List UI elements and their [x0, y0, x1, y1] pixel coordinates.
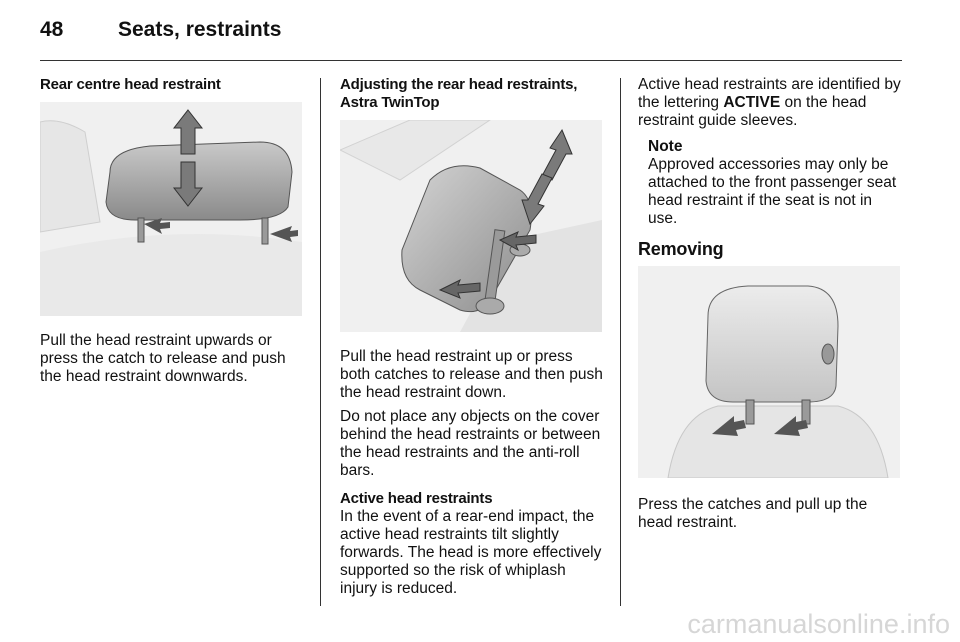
warning-text: Do not place any objects on the cover behind the head restraints or between the head restraints and the anti-roll bars.: [340, 408, 601, 479]
header-rule: [40, 60, 902, 61]
instruction-text: Pull the head restraint up or press both catches to release and then push the head restraint down.: [340, 348, 603, 401]
column-3: [638, 76, 902, 532]
active-label: ACTIVE: [723, 94, 781, 111]
page-number: 48: [40, 18, 64, 41]
note-block: [648, 138, 902, 228]
page-title: Seats, restraints: [118, 18, 282, 41]
column-divider: [320, 78, 321, 606]
watermark: carmanualsonline.info: [687, 609, 950, 639]
column-divider: [620, 78, 621, 606]
section-heading: Adjusting the rear head restraints, Astra TwinTop: [340, 76, 578, 111]
section-heading: Removing: [638, 239, 724, 259]
subsection-heading: Active head restraints: [340, 490, 493, 507]
text-span: on the head restraint guide sleeves.: [638, 94, 867, 129]
active-identification-text: [638, 76, 902, 130]
note-label: Note: [648, 138, 683, 155]
column-1: [40, 76, 302, 386]
section-heading: Rear centre head restraint: [40, 76, 221, 93]
column-2: [340, 76, 604, 598]
remove-head-restraint-icon: [638, 266, 900, 478]
rear-centre-head-restraint-icon: [40, 102, 302, 316]
instruction-text: Press the catches and pull up the head restraint.: [638, 496, 868, 531]
note-text: Approved accessories may only be attached to the front passenger seat head restraint if the seat is not in use.: [648, 156, 897, 227]
text-span: Active head restraints are identified by the lettering: [638, 76, 901, 111]
twintop-head-restraint-icon: [340, 120, 602, 332]
instruction-text: Pull the head restraint upwards or press the catch to release and push the head restraint downwards.: [40, 332, 286, 385]
active-restraint-text: In the event of a rear-end impact, the active head restraints tilt slightly forwards. The head is more effectively supported so the risk of whiplash injury is reduced.: [340, 508, 602, 597]
